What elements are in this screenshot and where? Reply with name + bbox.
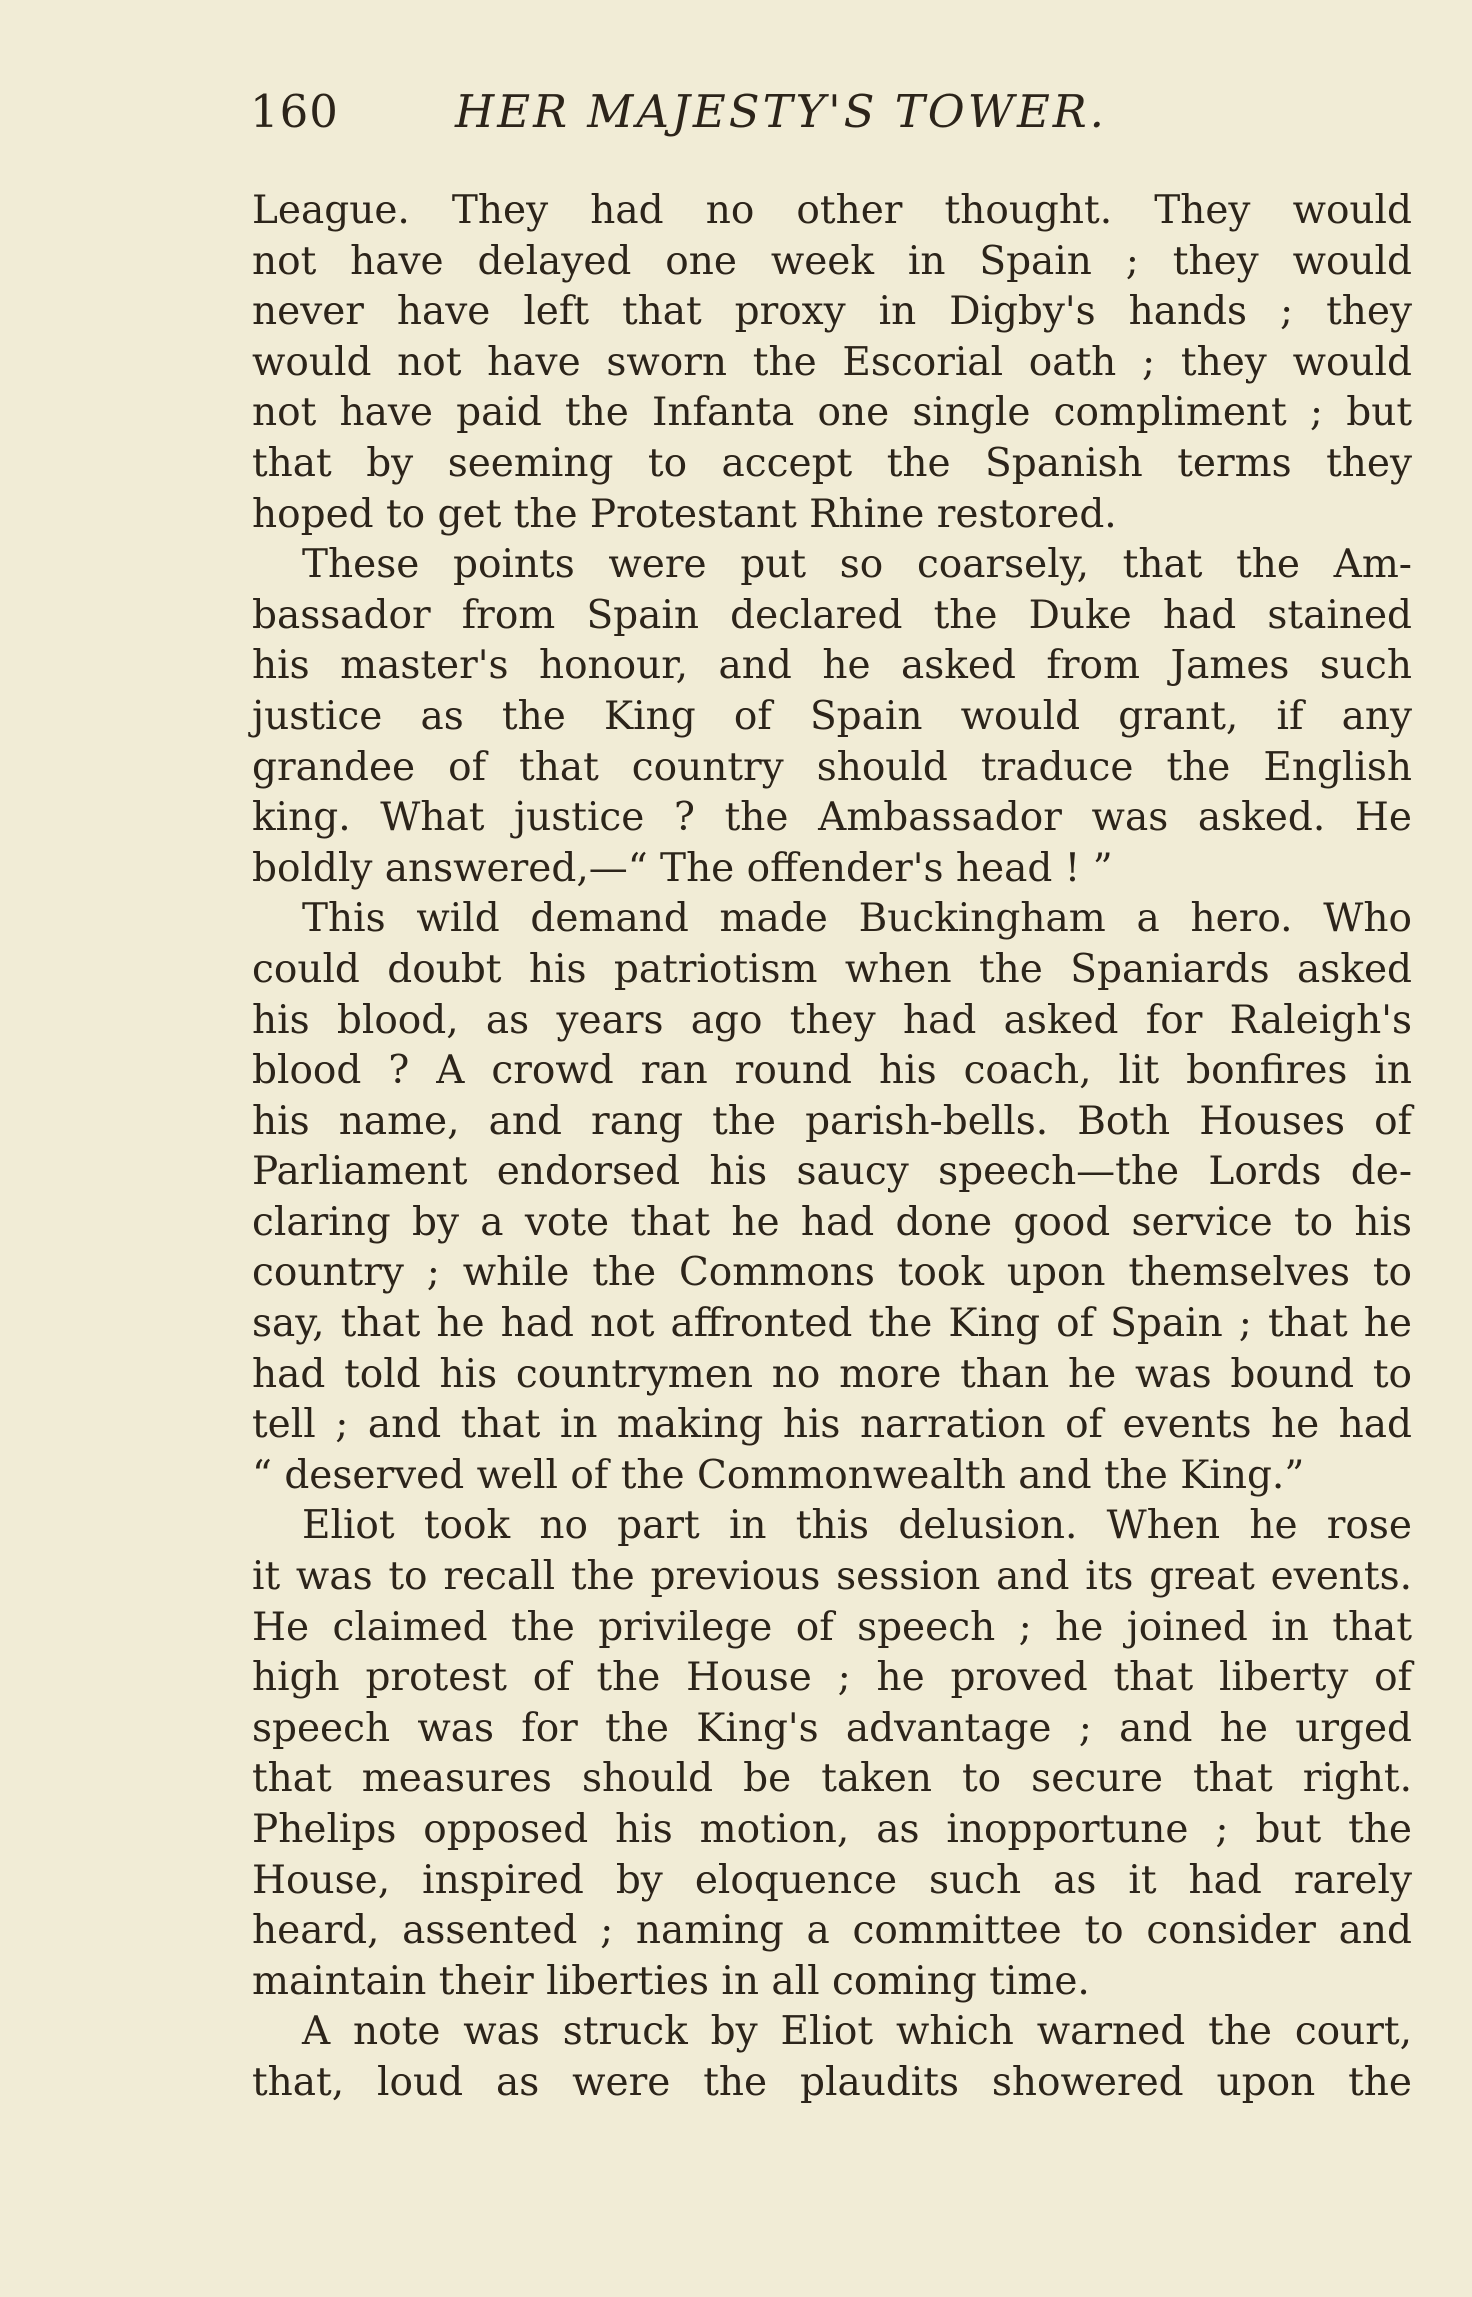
text-line: League. They had no other thought. They would	[252, 188, 1412, 233]
text-line: could doubt his patriotism when the Spaniards asked	[252, 946, 1412, 992]
text-line: his master's honour, and he asked from James such	[252, 643, 1412, 689]
text-line: He claimed the privilege of speech ; he joined in that	[252, 1604, 1412, 1650]
text-line: high protest of the House ; he proved that liberty of	[252, 1655, 1412, 1701]
text-line: These points were put so coarsely, that the Am-	[302, 542, 1412, 588]
text-line: justice as the King of Spain would grant, if any	[252, 693, 1412, 739]
text-line: say, that he had not affronted the King of Spain ; that he	[252, 1301, 1412, 1347]
text-line: hoped to get the Protestant Rhine restored.	[252, 491, 1117, 537]
text-line: “ deserved well of the Commonwealth and the King.”	[252, 1452, 1305, 1498]
text-line: grandee of that country should traduce the English	[252, 744, 1412, 790]
page-number: 160	[250, 85, 339, 138]
text-line: never have left that proxy in Digby's hands ; they	[252, 289, 1412, 335]
text-line: heard, assented ; naming a committee to consider and	[252, 1908, 1412, 1954]
text-line: that by seeming to accept the Spanish terms they	[252, 440, 1412, 486]
body-text	[252, 186, 1412, 2109]
text-line: This wild demand made Buckingham a hero. Who	[302, 896, 1412, 942]
text-line: Eliot took no part in this delusion. When he rose	[302, 1503, 1412, 1549]
running-title: HER MAJESTY'S TOWER.	[455, 85, 1107, 138]
text-line: king. What justice ? the Ambassador was asked. He	[252, 795, 1412, 841]
text-line: speech was for the King's advantage ; and he urged	[252, 1705, 1412, 1751]
text-line: had told his countrymen no more than he was bound to	[252, 1351, 1412, 1397]
running-header	[250, 82, 1200, 142]
text-line: not have delayed one week in Spain ; they would	[252, 238, 1412, 284]
text-line: tell ; and that in making his narration of events he had	[252, 1402, 1412, 1448]
text-line: his blood, as years ago they had asked for Raleigh's	[252, 997, 1412, 1043]
text-line: it was to recall the previous session and its great events.	[252, 1554, 1412, 1600]
text-line: would not have sworn the Escorial oath ; they would	[252, 339, 1412, 385]
text-line: country ; while the Commons took upon themselves to	[252, 1250, 1412, 1296]
text-line: claring by a vote that he had done good service to his	[252, 1199, 1412, 1245]
text-line: his name, and rang the parish-bells. Both Houses of	[252, 1098, 1412, 1144]
text-line: Phelips opposed his motion, as inopportune ; but the	[252, 1807, 1412, 1852]
text-line: that, loud as were the plaudits showered upon the	[252, 2059, 1412, 2105]
text-line: boldly answered,—“ The offender's head ! ”	[252, 845, 1113, 891]
text-line: maintain their liberties in all coming time.	[252, 1958, 1090, 2004]
text-line: Parliament endorsed his saucy speech—the Lords de-	[252, 1149, 1412, 1195]
text-line: bassador from Spain declared the Duke had stained	[252, 592, 1412, 638]
text-line: that measures should be taken to secure that right.	[252, 1756, 1412, 1802]
text-line: blood ? A crowd ran round his coach, lit bonfires in	[252, 1048, 1412, 1094]
text-line: not have paid the Infanta one single compliment ; but	[252, 390, 1412, 436]
text-line: A note was struck by Eliot which warned the court,	[302, 2009, 1412, 2055]
text-line: House, inspired by eloquence such as it had rarely	[252, 1857, 1412, 1903]
